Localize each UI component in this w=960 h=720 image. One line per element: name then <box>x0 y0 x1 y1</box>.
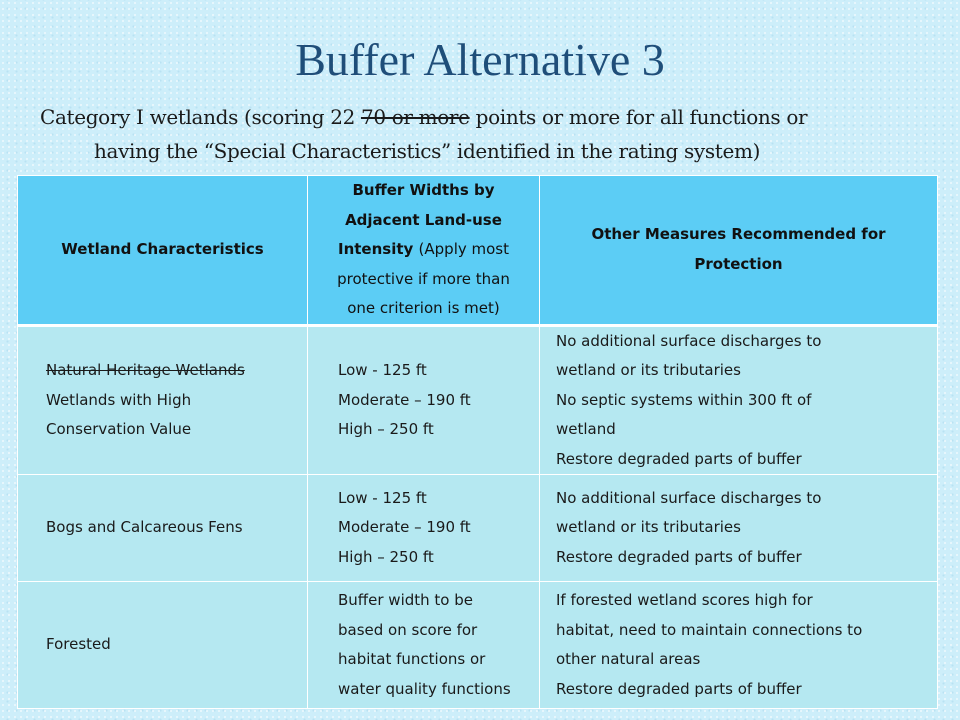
measure-line: No septic systems within 300 ft of <box>556 390 812 409</box>
measure-line: Restore degraded parts of buffer <box>556 547 802 566</box>
header-buffer-widths <box>308 176 540 326</box>
width-line: High – 250 ft <box>338 420 434 438</box>
header-col2-line: protective if more than <box>337 269 510 288</box>
characteristic-line: Conservation Value <box>46 420 192 438</box>
cell-other-measures <box>540 325 938 475</box>
slide-title: Buffer Alternative 3 <box>295 34 665 85</box>
width-line: Moderate – 190 ft <box>338 518 471 537</box>
header-col3-line: Other Measures Recommended for <box>591 225 886 244</box>
measure-line: habitat, need to maintain connections to <box>556 620 863 639</box>
measure-line: If forested wetland scores high for <box>556 591 813 609</box>
header-col3-line: Protection <box>694 254 783 273</box>
header-col1-text: Wetland Characteristics <box>61 240 264 258</box>
header-col2-line: Adjacent Land-use <box>345 210 502 229</box>
cell-characteristics <box>18 582 308 709</box>
subtitle-part1: Category I wetlands (scoring 22 <box>40 105 361 129</box>
width-line: Moderate – 190 ft <box>338 390 471 409</box>
table-row <box>18 325 938 475</box>
header-col2-intensity: Intensity <box>337 240 414 258</box>
table-row <box>18 582 938 709</box>
width-line: High – 250 ft <box>338 547 434 566</box>
measure-line: wetland or its tributaries <box>556 518 741 537</box>
measure-line: Restore degraded parts of buffer <box>556 679 802 698</box>
width-line: Buffer width to be <box>338 591 473 609</box>
cell-characteristics <box>18 475 308 582</box>
subtitle-part2: points or more for all functions or <box>469 105 808 129</box>
characteristic-line: Wetlands with High <box>46 390 192 409</box>
header-col2-note: (Apply most <box>418 240 509 258</box>
header-wetland-characteristics <box>18 176 308 326</box>
measure-line: No additional surface discharges to <box>556 331 822 350</box>
struck-characteristic: Natural Heritage Wetlands <box>46 361 245 379</box>
buffer-table <box>17 175 938 709</box>
width-line: based on score for <box>338 620 478 639</box>
slide-subtitle <box>40 100 930 168</box>
cell-other-measures <box>540 582 938 709</box>
width-line: habitat functions or <box>338 650 486 668</box>
header-other-measures <box>540 176 938 326</box>
cell-buffer-widths <box>308 475 540 582</box>
header-col2-line <box>314 235 533 265</box>
measure-line: No additional surface discharges to <box>556 488 822 507</box>
width-line: Low - 125 ft <box>338 488 427 507</box>
cell-other-measures <box>540 475 938 582</box>
cell-buffer-widths <box>308 582 540 709</box>
table-row <box>18 475 938 582</box>
header-col2-line: one criterion is met) <box>347 299 500 317</box>
characteristic-line: Bogs and Calcareous Fens <box>46 518 243 537</box>
width-line: water quality functions <box>338 679 511 698</box>
cell-buffer-widths <box>308 325 540 475</box>
table-header-row <box>18 176 938 326</box>
subtitle-struck-text: 70 or more <box>360 105 470 129</box>
header-col2-line: Buffer Widths by <box>352 181 495 199</box>
cell-characteristics <box>18 325 308 475</box>
width-line: Low - 125 ft <box>338 361 427 379</box>
measure-line: Restore degraded parts of buffer <box>556 449 802 468</box>
measure-line: other natural areas <box>556 650 701 668</box>
measure-line: wetland or its tributaries <box>556 361 741 379</box>
measure-line: wetland <box>556 420 616 438</box>
subtitle-line2: having the “Special Characteristics” identified in the rating system) <box>94 139 761 163</box>
characteristic-line: Forested <box>46 635 111 654</box>
